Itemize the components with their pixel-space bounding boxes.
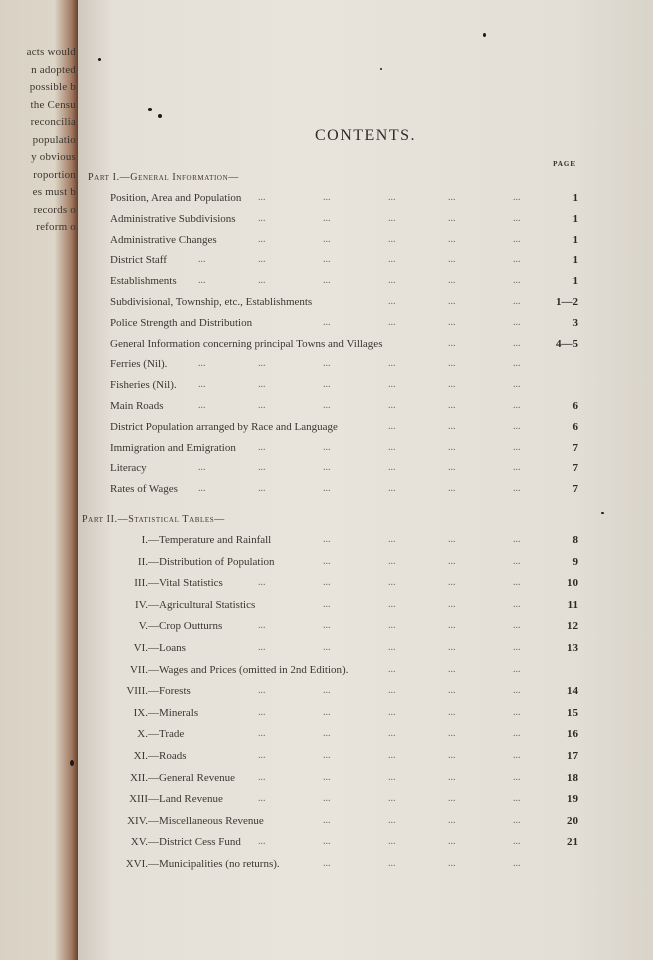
toc-entry-label	[108, 685, 191, 697]
leader-dots: ...	[513, 400, 521, 411]
leader-dots: ...	[198, 275, 206, 287]
leader-dots: ...	[323, 483, 331, 495]
leader-dots: ...	[323, 577, 331, 589]
leader-dots: ...	[388, 793, 396, 805]
leader-dots: ...	[448, 642, 456, 653]
leader-dots: ...	[323, 620, 331, 632]
leader-dots: ...	[258, 620, 266, 632]
leader-dots: ...	[323, 441, 331, 453]
toc-entry	[78, 728, 578, 744]
leader-dots: ...	[323, 706, 331, 718]
leader-dots: ...	[388, 275, 396, 287]
leader-dots: ...	[258, 793, 266, 805]
toc-entry-label: District Staff	[110, 254, 167, 267]
leader-dots: ...	[388, 420, 396, 432]
leader-dots: ...	[258, 212, 266, 224]
leader-dots: ...	[513, 337, 521, 349]
leader-dots: ...	[258, 233, 266, 245]
leader-dots: ...	[513, 254, 521, 266]
table-number: II.	[137, 555, 148, 568]
toc-entry	[78, 707, 578, 723]
leader-dots: ...	[513, 706, 521, 718]
table-number: VI.	[133, 642, 148, 654]
toc-entry	[78, 338, 578, 354]
toc-entry-label: District Population arranged by Race and Language	[110, 420, 338, 433]
leader-dots: ...	[323, 400, 331, 411]
left-page-text-fragment: the Censu	[30, 98, 76, 111]
table-title: —Distribution of Population	[148, 555, 275, 568]
table-title: —Agricultural Statistics	[148, 598, 256, 611]
toc-entry-label	[108, 728, 184, 740]
left-page-text-fragment: acts would	[26, 46, 76, 58]
toc-page-number: 1—2	[556, 296, 578, 308]
leader-dots: ...	[258, 379, 266, 391]
leader-dots: ...	[388, 462, 396, 474]
leader-dots: ...	[513, 316, 521, 328]
toc-entry	[78, 534, 578, 550]
toc-page-number: 17	[567, 750, 578, 762]
toc-entry	[78, 483, 578, 499]
leader-dots: ...	[323, 358, 331, 370]
leader-dots: ...	[258, 685, 266, 697]
leader-dots: ...	[388, 441, 396, 453]
leader-dots: ...	[513, 836, 521, 848]
leader-dots: ...	[448, 598, 456, 610]
leader-dots: ...	[448, 814, 456, 826]
toc-entry-label	[108, 836, 241, 848]
toc-entry-label	[108, 534, 271, 546]
left-page-text-fragment: possible b	[29, 81, 76, 93]
leader-dots: ...	[323, 858, 331, 869]
table-number: IV.	[135, 598, 148, 611]
table-title: —Vital Statistics	[148, 577, 223, 590]
toc-entry	[78, 213, 578, 229]
toc-page-number: 10	[567, 577, 578, 590]
leader-dots: ...	[323, 254, 331, 266]
leader-dots: ...	[388, 771, 396, 783]
leader-dots: ...	[513, 212, 521, 224]
leader-dots: ...	[258, 706, 266, 718]
leader-dots: ...	[388, 685, 396, 697]
leader-dots: ...	[448, 534, 456, 545]
leader-dots: ...	[513, 793, 521, 805]
leader-dots: ...	[448, 555, 456, 567]
toc-entry	[78, 685, 578, 701]
toc-entry-label: Police Strength and Distribution	[110, 316, 253, 329]
leader-dots: ...	[323, 275, 331, 287]
leader-dots: ...	[448, 379, 456, 391]
toc-entry	[78, 642, 578, 658]
toc-entry-label: Position, Area and Population	[110, 192, 242, 204]
leader-dots: ...	[513, 483, 521, 495]
leader-dots: ...	[448, 620, 456, 632]
leader-dots: ...	[388, 400, 396, 411]
leader-dots: ...	[258, 192, 266, 203]
toc-entry	[78, 234, 578, 250]
table-title: —Roads	[148, 750, 187, 762]
toc-page-number: 18	[567, 771, 578, 784]
toc-entry-label	[108, 556, 275, 568]
table-number: XIV.	[127, 814, 148, 827]
leader-dots: ...	[388, 750, 396, 761]
leader-dots: ...	[258, 750, 266, 761]
toc-entry	[78, 858, 578, 874]
toc-entry-label: Ferries (Nil).	[110, 358, 168, 371]
leader-dots: ...	[323, 534, 331, 545]
toc-entry	[78, 793, 578, 809]
toc-entry-label	[108, 620, 222, 632]
leader-dots: ...	[448, 233, 456, 245]
leader-dots: ...	[513, 771, 521, 783]
leader-dots: ...	[513, 296, 521, 307]
leader-dots: ...	[323, 379, 331, 391]
toc-entry-label	[108, 793, 223, 805]
leader-dots: ...	[513, 192, 521, 203]
leader-dots: ...	[448, 254, 456, 266]
toc-page-number: 9	[572, 555, 578, 568]
page-column-header: PAGE	[553, 160, 576, 168]
toc-entry	[78, 317, 578, 333]
part1-heading: Part I.—General Information—	[88, 172, 239, 183]
table-title: —Land Revenue	[148, 793, 223, 806]
toc-entry-label	[108, 599, 255, 611]
toc-page-number: 3	[572, 316, 578, 329]
leader-dots: ...	[448, 483, 456, 495]
leader-dots: ...	[388, 814, 396, 826]
toc-page-number: 1	[572, 254, 578, 267]
leader-dots: ...	[388, 836, 396, 848]
leader-dots: ...	[258, 728, 266, 740]
leader-dots: ...	[448, 420, 456, 432]
leader-dots: ...	[448, 577, 456, 589]
toc-entry	[78, 296, 578, 312]
leader-dots: ...	[323, 316, 331, 328]
leader-dots: ...	[388, 534, 396, 545]
table-title: —Minerals	[148, 706, 199, 719]
leader-dots: ...	[388, 254, 396, 266]
table-number: XIII	[129, 793, 148, 806]
left-page-text-fragment: reform o	[36, 221, 76, 233]
leader-dots: ...	[513, 577, 521, 589]
table-number: V.	[138, 620, 148, 633]
table-title: —Forests	[148, 685, 191, 698]
leader-dots: ...	[198, 379, 206, 391]
left-page-text-fragment: roportion	[33, 168, 76, 181]
toc-entry	[78, 275, 578, 291]
leader-dots: ...	[388, 192, 396, 203]
leader-dots: ...	[448, 337, 456, 349]
toc-entry	[78, 556, 578, 572]
leader-dots: ...	[323, 836, 331, 848]
table-title: —Wages and Prices (omitted in 2nd Edition).	[148, 663, 349, 676]
leader-dots: ...	[258, 642, 266, 653]
leader-dots: ...	[323, 771, 331, 783]
leader-dots: ...	[323, 192, 331, 203]
table-title: —Loans	[148, 642, 186, 654]
leader-dots: ...	[448, 836, 456, 848]
leader-dots: ...	[513, 555, 521, 567]
toc-page-number: 21	[567, 836, 578, 849]
toc-page-number: 7	[572, 441, 578, 454]
leader-dots: ...	[323, 233, 331, 245]
toc-entry	[78, 358, 578, 374]
toc-entry	[78, 379, 578, 395]
left-page-text-fragment: es must b	[32, 186, 76, 198]
leader-dots: ...	[388, 296, 396, 307]
leader-dots: ...	[198, 462, 206, 474]
toc-entry	[78, 577, 578, 593]
toc-page-number: 13	[567, 642, 578, 654]
leader-dots: ...	[323, 642, 331, 653]
toc-entry	[78, 664, 578, 680]
toc-entry	[78, 620, 578, 636]
toc-page-number: 11	[567, 598, 578, 611]
leader-dots: ...	[388, 358, 396, 370]
leader-dots: ...	[323, 555, 331, 567]
leader-dots: ...	[258, 771, 266, 783]
table-number: XII.	[129, 771, 148, 784]
leader-dots: ...	[323, 598, 331, 610]
leader-dots: ...	[448, 400, 456, 411]
toc-entry	[78, 599, 578, 615]
toc-entry	[78, 254, 578, 270]
leader-dots: ...	[388, 663, 396, 675]
toc-entry	[78, 772, 578, 788]
toc-entry-label	[108, 815, 264, 827]
leader-dots: ...	[513, 750, 521, 761]
ink-speck	[148, 108, 152, 111]
leader-dots: ...	[323, 750, 331, 761]
toc-entry-label	[108, 750, 187, 762]
previous-page-edge	[0, 0, 78, 960]
toc-page-number: 6	[572, 400, 578, 412]
toc-entry-label: Immigration and Emigration	[110, 441, 236, 454]
toc-entry	[78, 421, 578, 437]
toc-page-number: 7	[572, 462, 578, 475]
leader-dots: ...	[513, 358, 521, 370]
toc-page-number: 19	[567, 793, 578, 806]
toc-entry-label: Administrative Subdivisions	[110, 212, 236, 225]
toc-page-number: 1	[572, 233, 578, 246]
left-page-text-fragment: records o	[33, 203, 76, 216]
leader-dots: ...	[388, 212, 396, 224]
toc-entry-label: Rates of Wages	[110, 483, 178, 496]
leader-dots: ...	[448, 706, 456, 718]
leader-dots: ...	[513, 441, 521, 453]
page-title: CONTENTS.	[314, 127, 417, 144]
toc-page-number: 1	[572, 212, 578, 225]
leader-dots: ...	[258, 275, 266, 287]
toc-entry	[78, 192, 578, 208]
table-number: I.	[141, 534, 148, 546]
table-number: III.	[134, 577, 148, 590]
table-number: VII.	[129, 663, 148, 676]
toc-page-number: 14	[567, 685, 578, 698]
leader-dots: ...	[258, 836, 266, 848]
leader-dots: ...	[198, 483, 206, 495]
toc-entry-label: Main Roads	[110, 400, 164, 412]
left-page-text-fragment: y obvious	[31, 151, 76, 163]
leader-dots: ...	[513, 275, 521, 287]
leader-dots: ...	[448, 212, 456, 224]
leader-dots: ...	[448, 358, 456, 370]
toc-entry-label	[108, 858, 280, 870]
toc-page-number: 20	[567, 814, 578, 827]
left-page-text-fragment: reconcilia	[30, 116, 76, 128]
toc-page-number: 4—5	[556, 337, 578, 350]
leader-dots: ...	[388, 316, 396, 328]
leader-dots: ...	[388, 483, 396, 495]
leader-dots: ...	[448, 275, 456, 287]
leader-dots: ...	[258, 400, 266, 411]
leader-dots: ...	[198, 254, 206, 266]
leader-dots: ...	[448, 771, 456, 783]
toc-entry-label	[108, 577, 223, 589]
leader-dots: ...	[448, 793, 456, 805]
leader-dots: ...	[448, 750, 456, 761]
leader-dots: ...	[448, 663, 456, 675]
table-number: IX.	[133, 706, 148, 719]
toc-entry	[78, 815, 578, 831]
leader-dots: ...	[388, 598, 396, 610]
contents-page	[78, 0, 653, 960]
leader-dots: ...	[448, 728, 456, 740]
leader-dots: ...	[513, 663, 521, 675]
leader-dots: ...	[198, 400, 206, 411]
table-title: —Trade	[148, 728, 185, 741]
table-title: —Temperature and Rainfall	[148, 534, 272, 546]
leader-dots: ...	[323, 814, 331, 826]
leader-dots: ...	[513, 814, 521, 826]
table-title: —Crop Outturns	[148, 620, 223, 633]
leader-dots: ...	[323, 793, 331, 805]
toc-entry-label	[108, 707, 198, 719]
toc-entry-label: Subdivisional, Township, etc., Establishments	[110, 296, 313, 308]
leader-dots: ...	[513, 858, 521, 869]
toc-page-number: 12	[567, 620, 578, 633]
toc-entry-label: Establishments	[110, 275, 177, 288]
part2-heading: Part II.—Statistical Tables—	[82, 514, 225, 525]
leader-dots: ...	[323, 685, 331, 697]
toc-entry	[78, 442, 578, 458]
leader-dots: ...	[388, 706, 396, 718]
leader-dots: ...	[388, 577, 396, 589]
table-title: —Miscellaneous Revenue	[148, 814, 264, 827]
leader-dots: ...	[448, 462, 456, 474]
table-number: X.	[137, 728, 148, 741]
ink-speck	[483, 33, 486, 37]
toc-page-number: 1	[572, 275, 578, 288]
leader-dots: ...	[323, 212, 331, 224]
leader-dots: ...	[448, 441, 456, 453]
leader-dots: ...	[513, 728, 521, 740]
leader-dots: ...	[448, 858, 456, 869]
toc-page-number: 16	[567, 728, 578, 741]
leader-dots: ...	[448, 685, 456, 697]
leader-dots: ...	[258, 577, 266, 589]
ink-speck	[158, 114, 162, 118]
leader-dots: ...	[513, 462, 521, 474]
toc-entry-label: Literacy	[110, 462, 147, 475]
leader-dots: ...	[513, 620, 521, 632]
leader-dots: ...	[388, 620, 396, 632]
table-number: XVI.	[125, 858, 148, 870]
leader-dots: ...	[388, 728, 396, 740]
toc-page-number: 15	[567, 706, 578, 719]
toc-entry	[78, 836, 578, 852]
table-number: XI.	[133, 750, 148, 762]
leader-dots: ...	[513, 598, 521, 610]
table-title: —Municipalities (no returns).	[148, 858, 280, 870]
table-number: XV.	[130, 836, 148, 849]
ink-speck	[98, 58, 101, 61]
leader-dots: ...	[448, 316, 456, 328]
leader-dots: ...	[388, 642, 396, 653]
leader-dots: ...	[388, 233, 396, 245]
leader-dots: ...	[448, 192, 456, 203]
toc-entry-label: General Information concerning principal Towns and Villages	[110, 337, 383, 350]
leader-dots: ...	[388, 555, 396, 567]
toc-entry-label	[108, 664, 348, 676]
ink-speck	[380, 68, 382, 70]
leader-dots: ...	[448, 296, 456, 307]
toc-page-number: 7	[572, 483, 578, 496]
toc-entry-label	[108, 772, 235, 784]
toc-page-number: 6	[572, 420, 578, 433]
leader-dots: ...	[388, 379, 396, 391]
leader-dots: ...	[258, 462, 266, 474]
ink-speck	[601, 512, 604, 514]
table-title: —District Cess Fund	[148, 836, 241, 849]
leader-dots: ...	[388, 858, 396, 869]
leader-dots: ...	[323, 728, 331, 740]
toc-entry-label: Administrative Changes	[110, 233, 217, 246]
leader-dots: ...	[258, 441, 266, 453]
left-page-text-fragment: n adopted	[31, 63, 76, 76]
leader-dots: ...	[513, 642, 521, 653]
table-number: VIII.	[126, 685, 148, 698]
toc-entry	[78, 400, 578, 416]
leader-dots: ...	[258, 483, 266, 495]
leader-dots: ...	[513, 233, 521, 245]
leader-dots: ...	[258, 254, 266, 266]
leader-dots: ...	[513, 534, 521, 545]
toc-entry-label: Fisheries (Nil).	[110, 379, 177, 392]
leader-dots: ...	[513, 379, 521, 391]
table-title: —General Revenue	[148, 771, 236, 784]
leader-dots: ...	[323, 462, 331, 474]
ink-speck	[70, 760, 74, 766]
toc-page-number: 8	[572, 534, 578, 546]
toc-entry	[78, 462, 578, 478]
leader-dots: ...	[513, 420, 521, 432]
leader-dots: ...	[258, 358, 266, 370]
leader-dots: ...	[198, 358, 206, 370]
toc-entry-label	[108, 642, 186, 654]
leader-dots: ...	[513, 685, 521, 697]
toc-entry	[78, 750, 578, 766]
left-page-text-fragment: populatio	[32, 133, 76, 146]
toc-page-number: 1	[572, 192, 578, 204]
